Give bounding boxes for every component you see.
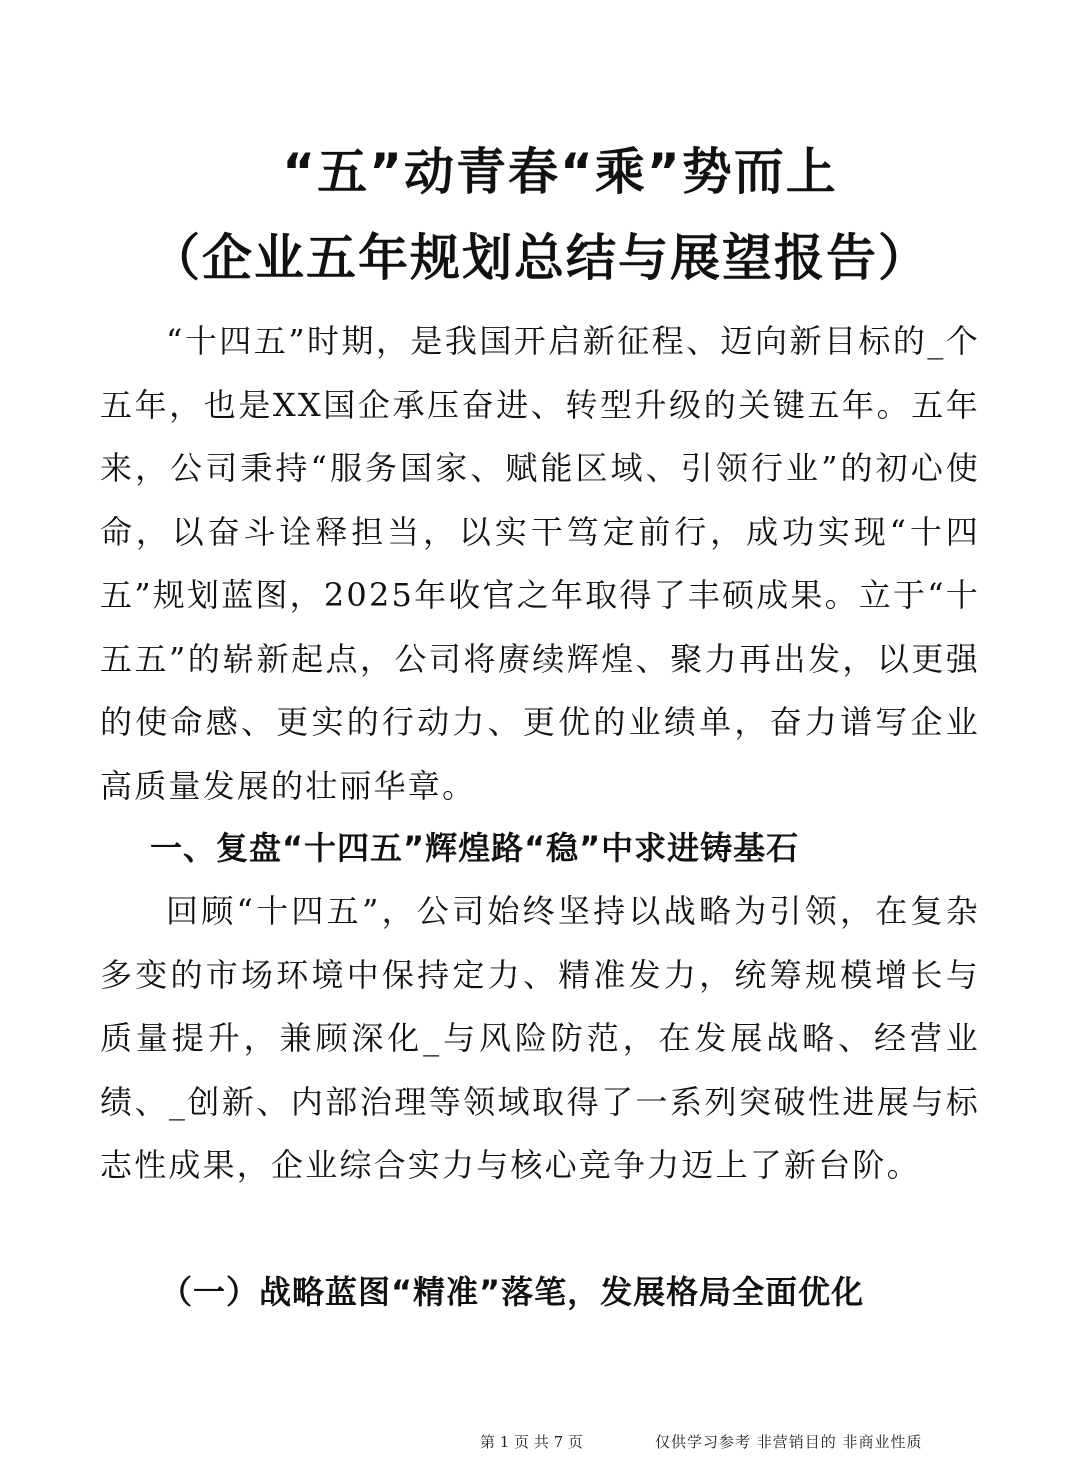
subsection-1-heading: （一）战略蓝图“精准”落笔，发展格局全面优化 — [160, 1273, 865, 1311]
footer-disclaimer: 仅供学习参考 非营销目的 非商业性质 — [655, 1433, 923, 1451]
section-1-paragraph: 回顾“十四五”，公司始终坚持以战略为引领，在复杂多变的市场环境中保持定力、精准发力，统筹规模增长与质量提升，兼顾深化_与风险防范，在发展战略、经营业绩、_创新、内部治理等领域取得了一系列突破性进展与标志性成果，企业综合实力与核心竞争力迈上了新台阶。 — [100, 892, 980, 1184]
intro-paragraph: “十四五”时期，是我国开启新征程、迈向新目标的_个五年，也是XX国企承压奋进、转型升级的关键五年。五年来，公司秉持“服务国家、赋能区域、引领行业”的初心使命，以奋斗诠释担当，以实干笃定前行，成功实现“十四五”规划蓝图，2025年收官之年取得了丰硕成果。立于“十五五”的崭新起点，公司将赓续辉煌、聚力再出发，以更强的使命感、更实的行动力、更优的业绩单，奋力谱写企业高质量发展的壮丽华章。 — [100, 322, 980, 805]
page-indicator: 第 1 页 共 7 页 — [480, 1433, 583, 1451]
section-1-heading: 一、复盘“十四五”辉煌路“稳”中求进铸基石 — [150, 829, 800, 867]
document-title-line-2: （企业五年规划总结与展望报告） — [150, 229, 930, 287]
document-title-line-1: “五”动青春“乘”势而上 — [282, 143, 838, 201]
